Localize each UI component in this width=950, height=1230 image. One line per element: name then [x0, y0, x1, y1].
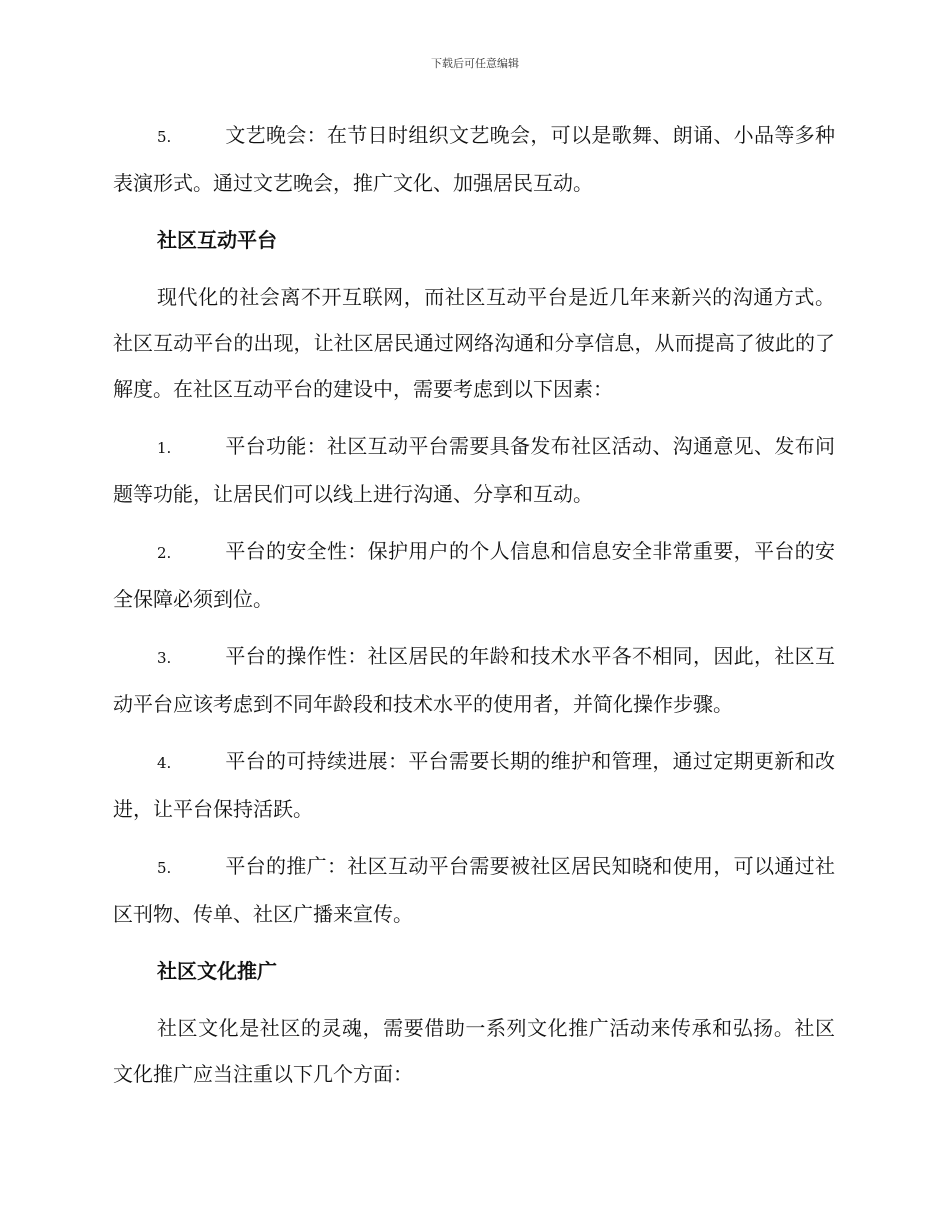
- list-item-text: 文艺晚会：在节日时组织文艺晚会，可以是歌舞、朗诵、小品等多种表演形式。通过文艺晚会，推广文化、加强居民互动。: [113, 123, 835, 195]
- list-item: [113, 633, 835, 727]
- list-item-text: 平台的安全性：保护用户的个人信息和信息安全非常重要，平台的安全保障必须到位。: [113, 539, 835, 611]
- section-heading-platform: 社区互动平台: [157, 228, 277, 252]
- paragraph-culture: 社区文化是社区的灵魂，需要借助一系列文化推广活动来传承和弘扬。社区文化推广应当注重以下几个方面：: [113, 1016, 835, 1086]
- list-item: [113, 843, 835, 937]
- list-item-text: 平台的操作性：社区居民的年龄和技术水平各不相同，因此，社区互动平台应该考虑到不同年龄段和技术水平的使用者，并简化操作步骤。: [113, 644, 835, 716]
- section-heading-culture: 社区文化推广: [157, 959, 277, 983]
- list-number: 2.: [157, 544, 172, 562]
- list-item-text: 平台功能：社区互动平台需要具备发布社区活动、沟通意见、发布问题等功能，让居民们可以线上进行沟通、分享和互动。: [113, 434, 835, 506]
- list-item-text: 平台的可持续进展：平台需要长期的维护和管理，通过定期更新和改进，让平台保持活跃。: [113, 749, 835, 821]
- list-number: 4.: [157, 754, 172, 772]
- list-item: [113, 423, 835, 517]
- list-item: [113, 528, 835, 622]
- list-number: 3.: [157, 649, 172, 667]
- list-number: 5.: [157, 128, 172, 146]
- list-item-text: 平台的推广：社区互动平台需要被社区居民知晓和使用，可以通过社区刊物、传单、社区广播来宣传。: [113, 854, 835, 926]
- list-number: 5.: [157, 859, 172, 877]
- page-header: 下载后可任意编辑: [431, 57, 519, 70]
- document-body: [113, 112, 835, 1108]
- list-item: [113, 738, 835, 832]
- paragraph-platform: 现代化的社会离不开互联网，而社区互动平台是近几年来新兴的沟通方式。社区互动平台的出现，让社区居民通过网络沟通和分享信息，从而提高了彼此的了解度。在社区互动平台的建设中，需要考虑到以下因素：: [113, 285, 835, 401]
- list-number: 1.: [157, 439, 172, 457]
- list-item: [113, 112, 835, 206]
